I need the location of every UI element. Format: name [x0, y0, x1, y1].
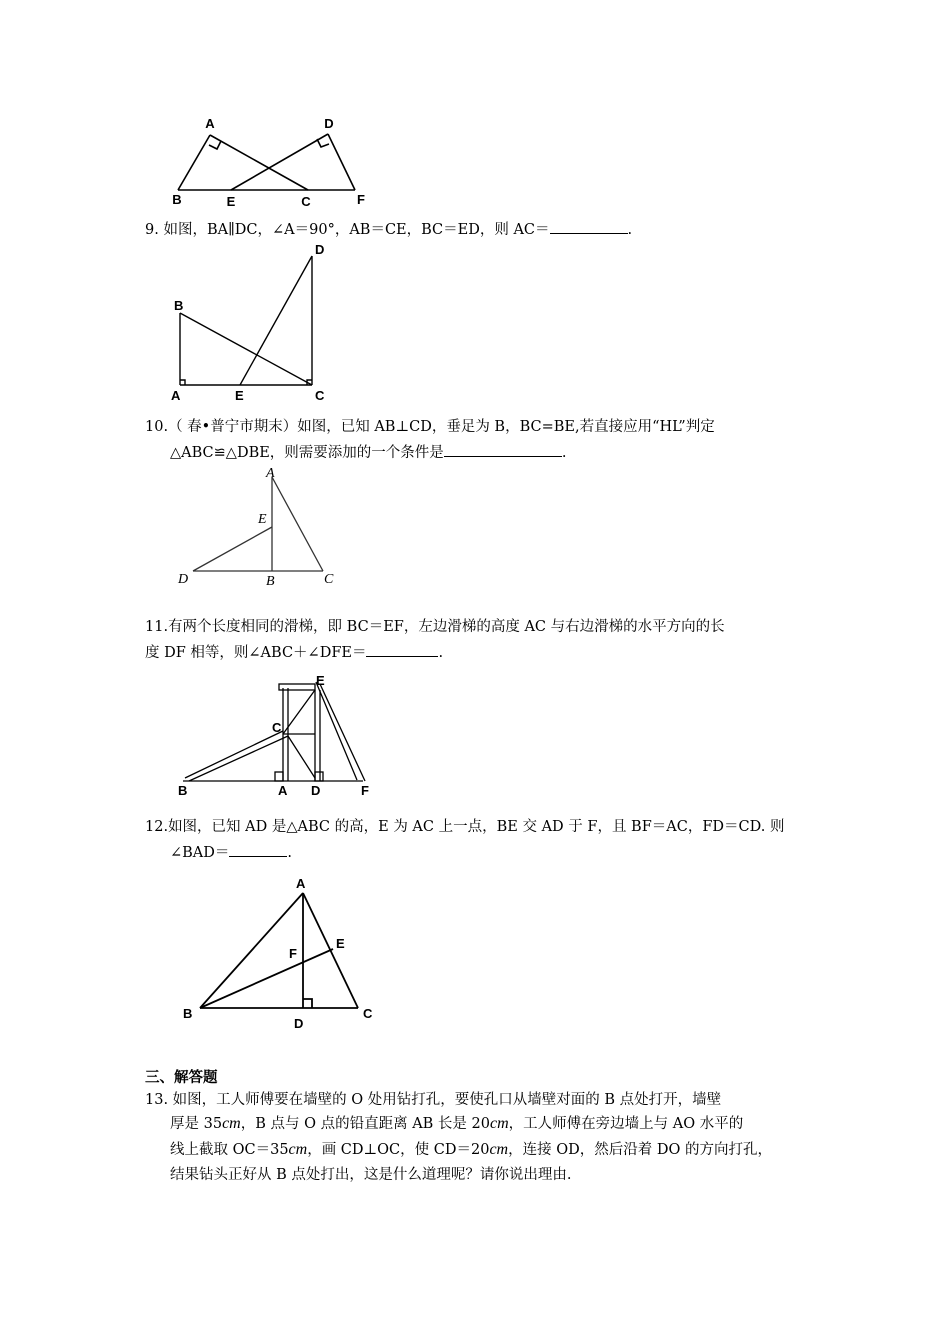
label-b: B: [266, 574, 275, 589]
question-9: 9. 如图，BA∥DC，∠A＝90°，AB＝CE，BC＝ED，则 AC＝ .: [145, 219, 632, 240]
label-a: A: [296, 876, 306, 891]
question-13-line2: 厚是 35cm，B 点与 O 点的铅直距离 AB 长是 20cm，工人师傅在旁边墙上与 AO 水平的: [170, 1115, 744, 1132]
label-e: E: [235, 388, 244, 403]
question-text: 如图，BA∥DC，∠A＝90°，AB＝CE，BC＝ED，则 AC＝: [163, 222, 550, 238]
question-number: 10.: [145, 419, 169, 435]
answer-blank[interactable]: [229, 842, 287, 857]
label-d: D: [294, 1016, 304, 1031]
label-e: E: [316, 673, 325, 688]
question-10-line1: 10.（ 春•普宁市期末）如图，已知 AB⊥CD，垂足为 B，BC=BE,若直接应用“HL”判定: [145, 419, 715, 435]
label-c: C: [301, 194, 311, 209]
label-a: A: [205, 116, 215, 131]
unit-cm: cm: [288, 1141, 308, 1158]
figure-q10: [170, 463, 350, 588]
label-c: C: [324, 572, 334, 587]
figure-q11: [175, 668, 390, 800]
label-a: A: [171, 388, 181, 403]
label-f: F: [361, 783, 369, 798]
figure-q12: [178, 868, 388, 1038]
label-b: B: [183, 1006, 193, 1021]
figure-q8: [165, 110, 385, 210]
label-d: D: [324, 116, 334, 131]
question-11-line1: 11.有两个长度相同的滑梯，即 BC＝EF，左边滑梯的高度 AC 与右边滑梯的水平方向的长: [145, 619, 725, 635]
label-a: A: [266, 466, 275, 481]
label-c: C: [363, 1006, 373, 1021]
question-13-line4: 结果钻头正好从 B 点处打出，这是什么道理呢？请你说出理由.: [170, 1167, 572, 1183]
answer-blank[interactable]: [444, 442, 562, 457]
label-e: E: [258, 512, 267, 527]
section-title: 三、解答题: [145, 1070, 218, 1086]
label-d: D: [315, 242, 325, 257]
question-number: 11.: [145, 619, 169, 635]
question-12-line1: 12.如图，已知 AD 是△ABC 的高，E 为 AC 上一点，BE 交 AD 于 F，且 BF＝AC，FD＝CD. 则: [145, 819, 785, 835]
question-11-line2: 度 DF 相等，则∠ABC＋∠DFE＝ .: [145, 642, 443, 663]
label-f: F: [357, 192, 365, 207]
label-e: E: [226, 194, 236, 209]
question-13-line1: 13. 如图，工人师傅要在墙壁的 O 处用钻打孔，要使孔口从墙壁对面的 B 点处打开，墙壁: [145, 1092, 722, 1108]
question-number: 12.: [145, 819, 169, 835]
label-b: B: [174, 298, 184, 313]
label-e: E: [336, 936, 345, 951]
label-d: D: [178, 572, 189, 587]
question-number: 13.: [145, 1092, 169, 1108]
unit-cm: cm: [490, 1115, 509, 1132]
answer-blank[interactable]: [366, 642, 438, 657]
question-12-line2: ∠BAD＝ .: [170, 842, 292, 863]
label-c: C: [272, 720, 282, 735]
label-c: C: [315, 388, 325, 403]
label-b: B: [178, 783, 188, 798]
label-f: F: [289, 946, 297, 961]
unit-cm: cm: [222, 1115, 241, 1132]
label-d: D: [311, 783, 321, 798]
unit-cm: cm: [489, 1141, 509, 1158]
question-number: 9.: [145, 222, 159, 238]
figure-q9: [165, 240, 345, 405]
label-a: A: [278, 783, 288, 798]
question-10-line2: △ABC≌△DBE，则需要添加的一个条件是 .: [170, 442, 566, 463]
answer-blank[interactable]: [550, 219, 628, 234]
label-b: B: [172, 192, 182, 207]
question-13-line3: 线上截取 OC＝35cm，画 CD⊥OC，使 CD＝20cm，连接 OD，然后沿着 DO 的方向打孔，: [170, 1141, 772, 1158]
